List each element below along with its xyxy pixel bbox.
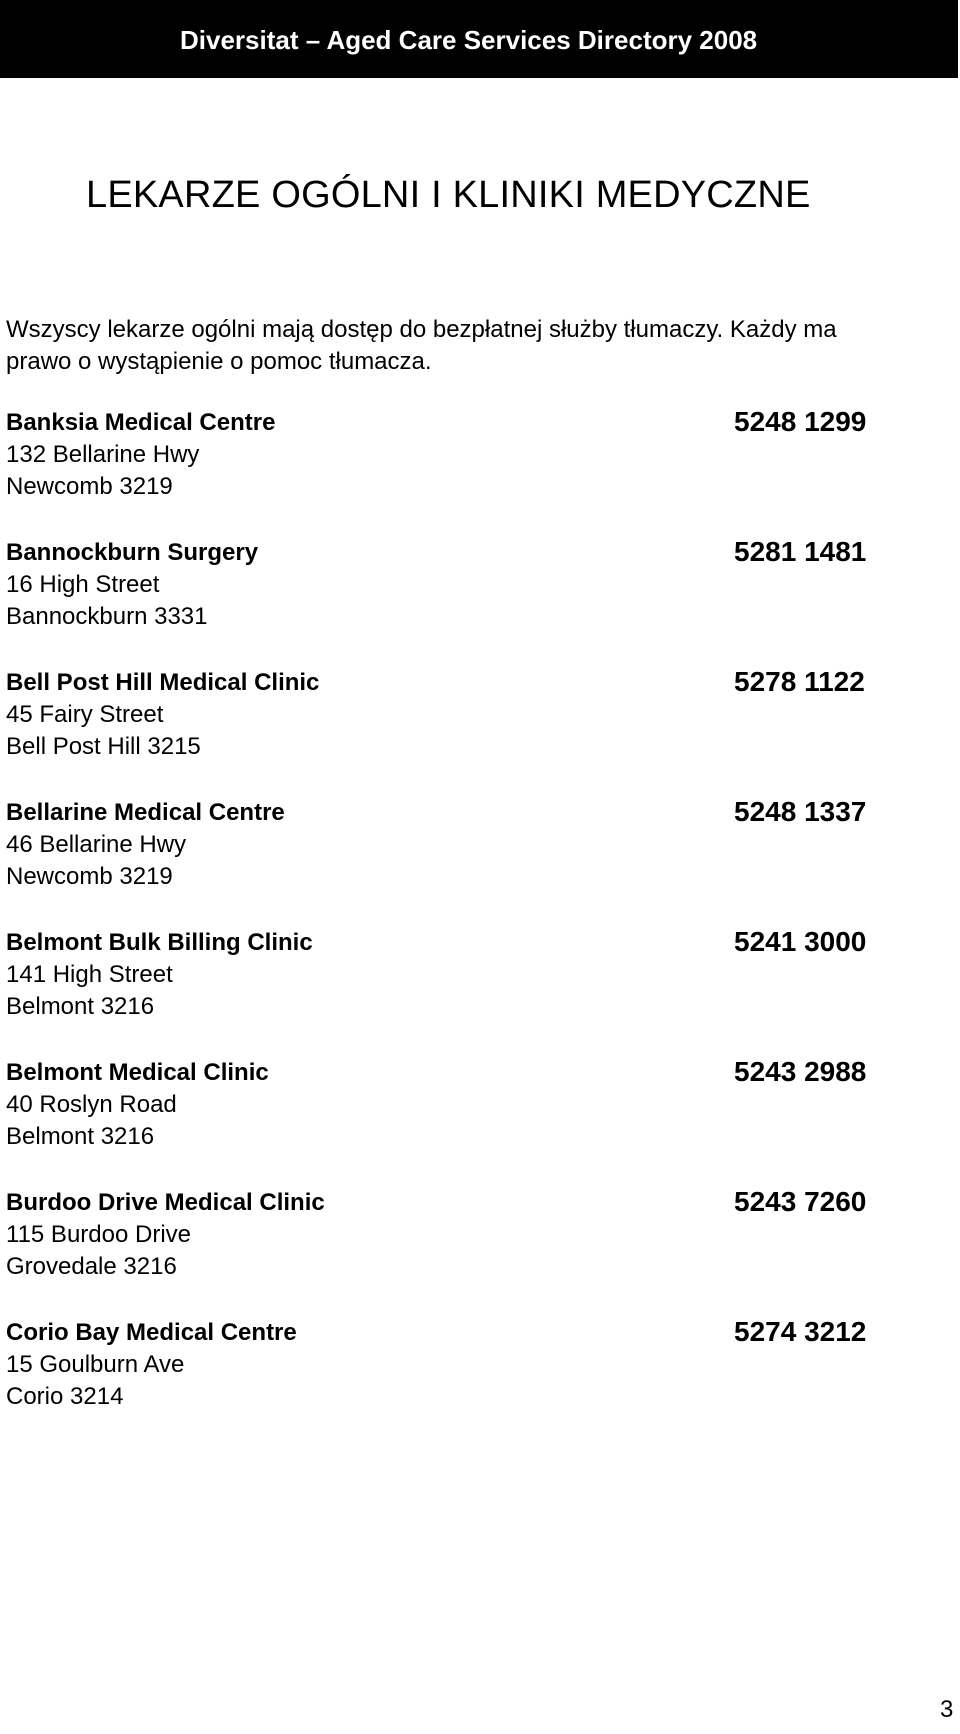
clinic-phone: 5248 1299 xyxy=(734,406,867,437)
clinic-phone: 5278 1122 xyxy=(734,666,865,697)
clinic-locality: Newcomb 3219 xyxy=(6,473,173,500)
clinic-listing xyxy=(6,403,906,1443)
clinic-entry xyxy=(6,923,906,1053)
clinic-locality: Belmont 3216 xyxy=(6,1123,155,1150)
page-title: LEKARZE OGÓLNI I KLINIKI MEDYCZNE xyxy=(86,174,811,216)
clinic-name: Belmont Bulk Billing Clinic xyxy=(6,929,313,956)
clinic-locality: Bannockburn 3331 xyxy=(6,603,208,630)
clinic-phone: 5243 2988 xyxy=(734,1056,867,1087)
clinic-address: 15 Goulburn Ave xyxy=(6,1351,185,1378)
header-title: Diversitat – Aged Care Services Directory 2008 xyxy=(180,25,758,55)
clinic-name: Burdoo Drive Medical Clinic xyxy=(6,1189,325,1216)
clinic-phone: 5248 1337 xyxy=(734,796,867,827)
intro-line-2: prawo o wystąpienie o pomoc tłumacza. xyxy=(6,348,432,375)
clinic-entry xyxy=(6,1183,906,1313)
clinic-phone: 5241 3000 xyxy=(734,926,867,957)
clinic-entry xyxy=(6,533,906,663)
clinic-name: Corio Bay Medical Centre xyxy=(6,1319,297,1346)
clinic-locality: Grovedale 3216 xyxy=(6,1253,177,1280)
clinic-address: 141 High Street xyxy=(6,961,173,988)
clinic-phone: 5243 7260 xyxy=(734,1186,867,1217)
clinic-entry xyxy=(6,1313,906,1443)
clinic-address: 132 Bellarine Hwy xyxy=(6,441,200,468)
clinic-locality: Bell Post Hill 3215 xyxy=(6,733,201,760)
clinic-locality: Corio 3214 xyxy=(6,1383,124,1410)
clinic-entry xyxy=(6,403,906,533)
clinic-phone: 5274 3212 xyxy=(734,1316,867,1347)
clinic-name: Banksia Medical Centre xyxy=(6,409,276,436)
clinic-address: 115 Burdoo Drive xyxy=(6,1221,191,1248)
clinic-name: Bellarine Medical Centre xyxy=(6,799,285,826)
clinic-name: Bannockburn Surgery xyxy=(6,539,259,566)
clinic-address: 40 Roslyn Road xyxy=(6,1091,177,1118)
clinic-address: 16 High Street xyxy=(6,571,160,598)
clinic-entry xyxy=(6,663,906,793)
clinic-locality: Belmont 3216 xyxy=(6,993,155,1020)
clinic-phone: 5281 1481 xyxy=(734,536,867,567)
clinic-entry xyxy=(6,793,906,923)
clinic-name: Belmont Medical Clinic xyxy=(6,1059,269,1086)
header-bar xyxy=(0,0,960,78)
clinic-locality: Newcomb 3219 xyxy=(6,863,173,890)
clinic-address: 45 Fairy Street xyxy=(6,701,164,728)
clinic-name: Bell Post Hill Medical Clinic xyxy=(6,669,320,696)
clinic-address: 46 Bellarine Hwy xyxy=(6,831,187,858)
clinic-entry xyxy=(6,1053,906,1183)
page-number: 3 xyxy=(940,1696,954,1723)
intro-paragraph xyxy=(6,314,946,378)
intro-line-1: Wszyscy lekarze ogólni mają dostęp do bezpłatnej służby tłumaczy. Każdy ma xyxy=(6,316,837,343)
